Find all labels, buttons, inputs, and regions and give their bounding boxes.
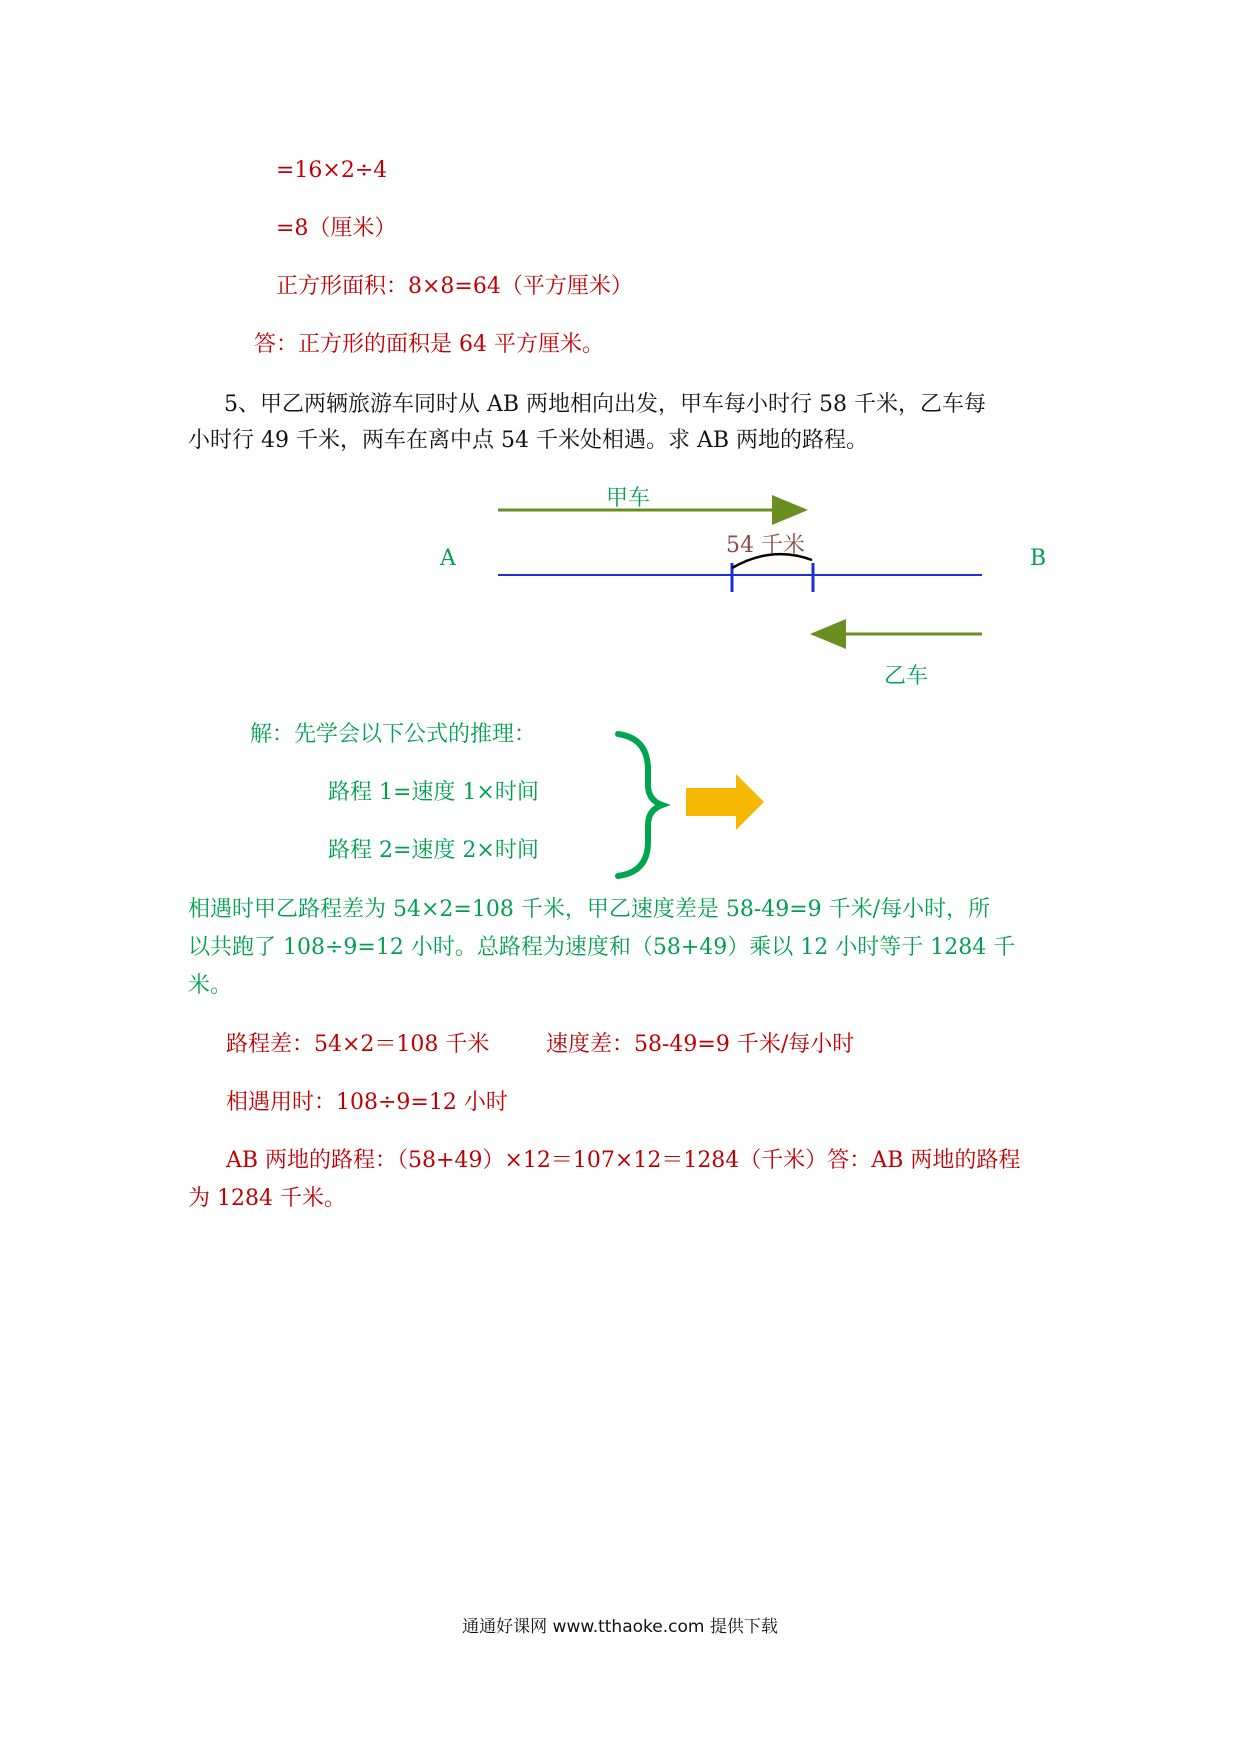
meeting-time: 相遇用时：108÷9=12 小时: [226, 1090, 508, 1115]
right-arrow-icon: [686, 774, 764, 830]
problem-5-line-1: 5、甲乙两辆旅游车同时从 AB 两地相向出发，甲车每小时行 58 千米，乙车每: [224, 392, 987, 417]
car-b-label: 乙车: [884, 664, 929, 689]
speed-difference: 速度差：58-49=9 千米/每小时: [546, 1032, 855, 1057]
explain-line-2: 以共跑了 108÷9=12 小时。总路程为速度和（58+49）乘以 12 小时等于 1284 千: [188, 935, 1016, 960]
explain-line-1: 相遇时甲乙路程差为 54×2=108 千米，甲乙速度差是 58-49=9 千米/每小时，所: [188, 897, 991, 922]
total-distance-line-2: 为 1284 千米。: [188, 1186, 346, 1211]
formula-2: 路程 2=速度 2×时间: [328, 838, 539, 863]
calc-line-1: =16×2÷4: [276, 158, 388, 183]
car-a-label: 甲车: [606, 486, 651, 511]
point-a-label: A: [440, 546, 456, 571]
formula-1: 路程 1=速度 1×时间: [328, 780, 539, 805]
page-footer: 通通好课网 www.tthaoke.com 提供下载: [462, 1617, 778, 1637]
distance-difference: 路程差：54×2＝108 千米: [226, 1032, 490, 1057]
solution-intro: 解：先学会以下公式的推理：: [250, 722, 537, 747]
problem-5-line-2: 小时行 49 千米，两车在离中点 54 千米处相遇。求 AB 两地的路程。: [188, 428, 869, 453]
curly-brace-icon: [618, 734, 662, 876]
square-area-line: 正方形面积：8×8=64（平方厘米）: [276, 274, 633, 299]
point-b-label: B: [1030, 546, 1047, 571]
distance-label: 54 千米: [726, 533, 805, 558]
calc-line-2: =8（厘米）: [276, 216, 397, 241]
explain-line-3: 米。: [188, 973, 233, 998]
answer-4: 答：正方形的面积是 64 平方厘米。: [254, 332, 604, 357]
total-distance-line-1: AB 两地的路程：（58+49）×12＝107×12＝1284（千米）答：AB 两地的路程: [226, 1148, 1021, 1173]
